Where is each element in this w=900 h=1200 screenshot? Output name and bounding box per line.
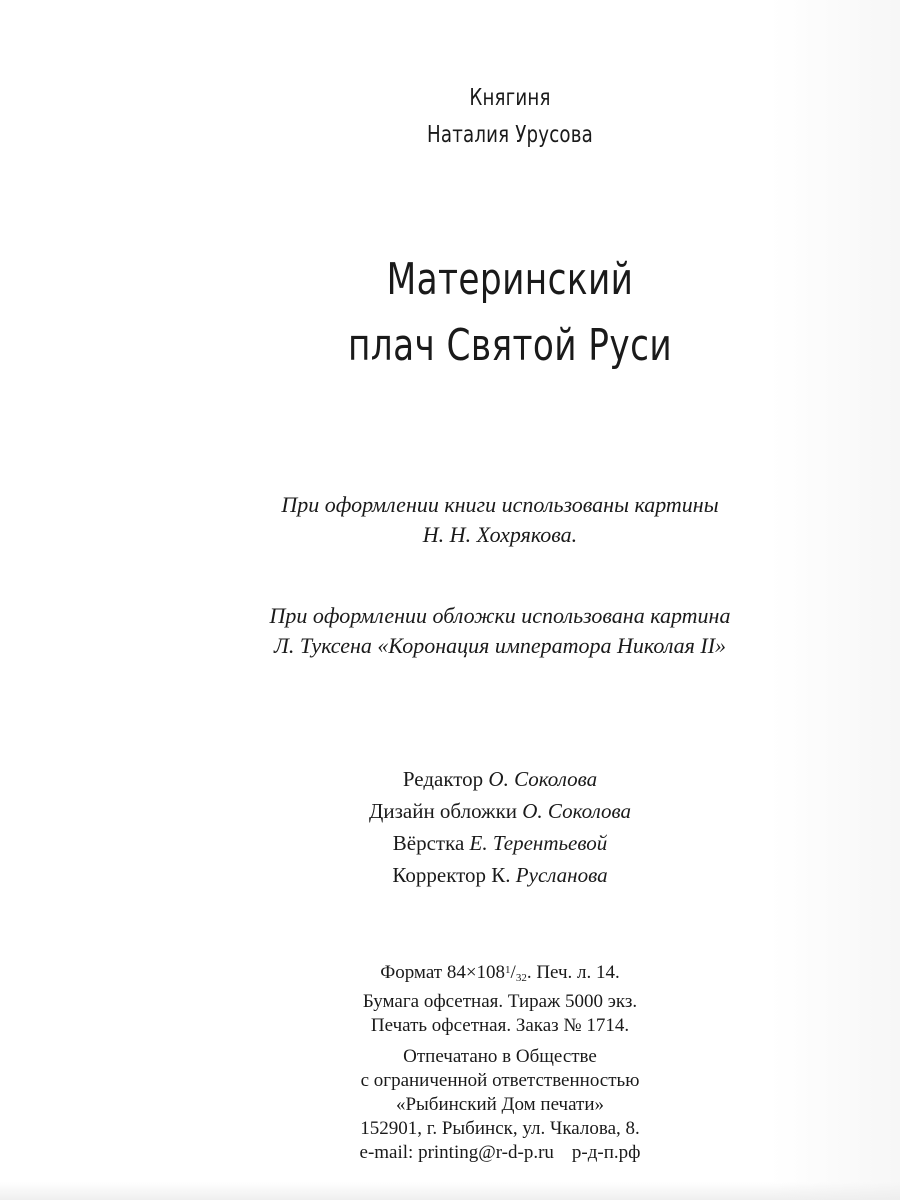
illustrations-credit-line-1: При оформлении книги использованы картины bbox=[281, 492, 719, 517]
staff-role: Дизайн обложки bbox=[369, 799, 518, 823]
staff-cover-designer bbox=[300, 795, 700, 827]
staff-name: Е. Терентьевой bbox=[469, 831, 608, 855]
printer-contacts bbox=[290, 1141, 710, 1165]
cover-credit-line-2: Л. Туксена «Коронация императора Николая II» bbox=[273, 633, 727, 658]
printer-info bbox=[290, 1045, 710, 1165]
staff-name: Русланова bbox=[515, 863, 608, 887]
page-bottom-shadow bbox=[0, 1182, 900, 1200]
format-fraction-denominator: 32 bbox=[515, 972, 527, 984]
page-edge-shadow bbox=[770, 0, 900, 1200]
format-line: Формат $84\times 108^1/32$. Печ. л. 14. bbox=[380, 962, 620, 984]
format-suffix: . Печ. л. 14. bbox=[526, 962, 620, 983]
staff-role: Корректор bbox=[392, 863, 487, 887]
printer-address: 152901, г. Рыбинск, ул. Чкалова, 8. bbox=[360, 1118, 640, 1139]
print-specs bbox=[300, 958, 700, 1038]
format-fraction-numerator: 1 bbox=[505, 964, 511, 976]
paper-run-line: Бумага офсетная. Тираж 5000 экз. bbox=[362, 991, 638, 1012]
staff-proofreader bbox=[300, 859, 700, 891]
title-line-1: Материнский bbox=[386, 254, 634, 305]
title-line-2: плач Святой Руси bbox=[347, 320, 673, 371]
printer-line-2: с ограниченной ответственностью bbox=[360, 1070, 640, 1091]
author-name bbox=[396, 80, 625, 154]
staff-editor bbox=[300, 763, 700, 795]
format-prefix: Формат 84×108 bbox=[380, 962, 506, 983]
staff-layout bbox=[300, 827, 700, 859]
printer-website: р-д-п.рф bbox=[571, 1142, 641, 1163]
printer-email: e-mail: printing@r-d-p.ru bbox=[359, 1142, 554, 1163]
book-title bbox=[346, 247, 674, 379]
author-line-1: Княгиня bbox=[469, 85, 551, 111]
printer-line-1: Отпечатано в Обществе bbox=[403, 1046, 597, 1067]
author-line-2: Наталия Урусова bbox=[427, 122, 593, 148]
cover-credit bbox=[190, 601, 810, 661]
staff-name: О. Соколова bbox=[488, 767, 598, 791]
illustrations-credit-line-2: Н. Н. Хохрякова. bbox=[422, 522, 578, 547]
staff-name: О. Соколова bbox=[522, 799, 631, 823]
staff-role: Редактор bbox=[402, 767, 484, 791]
printing-order-line: Печать офсетная. Заказ № 1714. bbox=[370, 1015, 630, 1036]
cover-credit-line-1: При оформлении обложки использована картина bbox=[269, 603, 731, 628]
illustrations-credit bbox=[200, 490, 800, 550]
printer-line-3: «Рыбинский Дом печати» bbox=[395, 1094, 605, 1115]
staff-role: Вёрстка bbox=[392, 831, 465, 855]
staff-name-initial: К. bbox=[491, 863, 511, 887]
staff-credits bbox=[300, 763, 700, 891]
